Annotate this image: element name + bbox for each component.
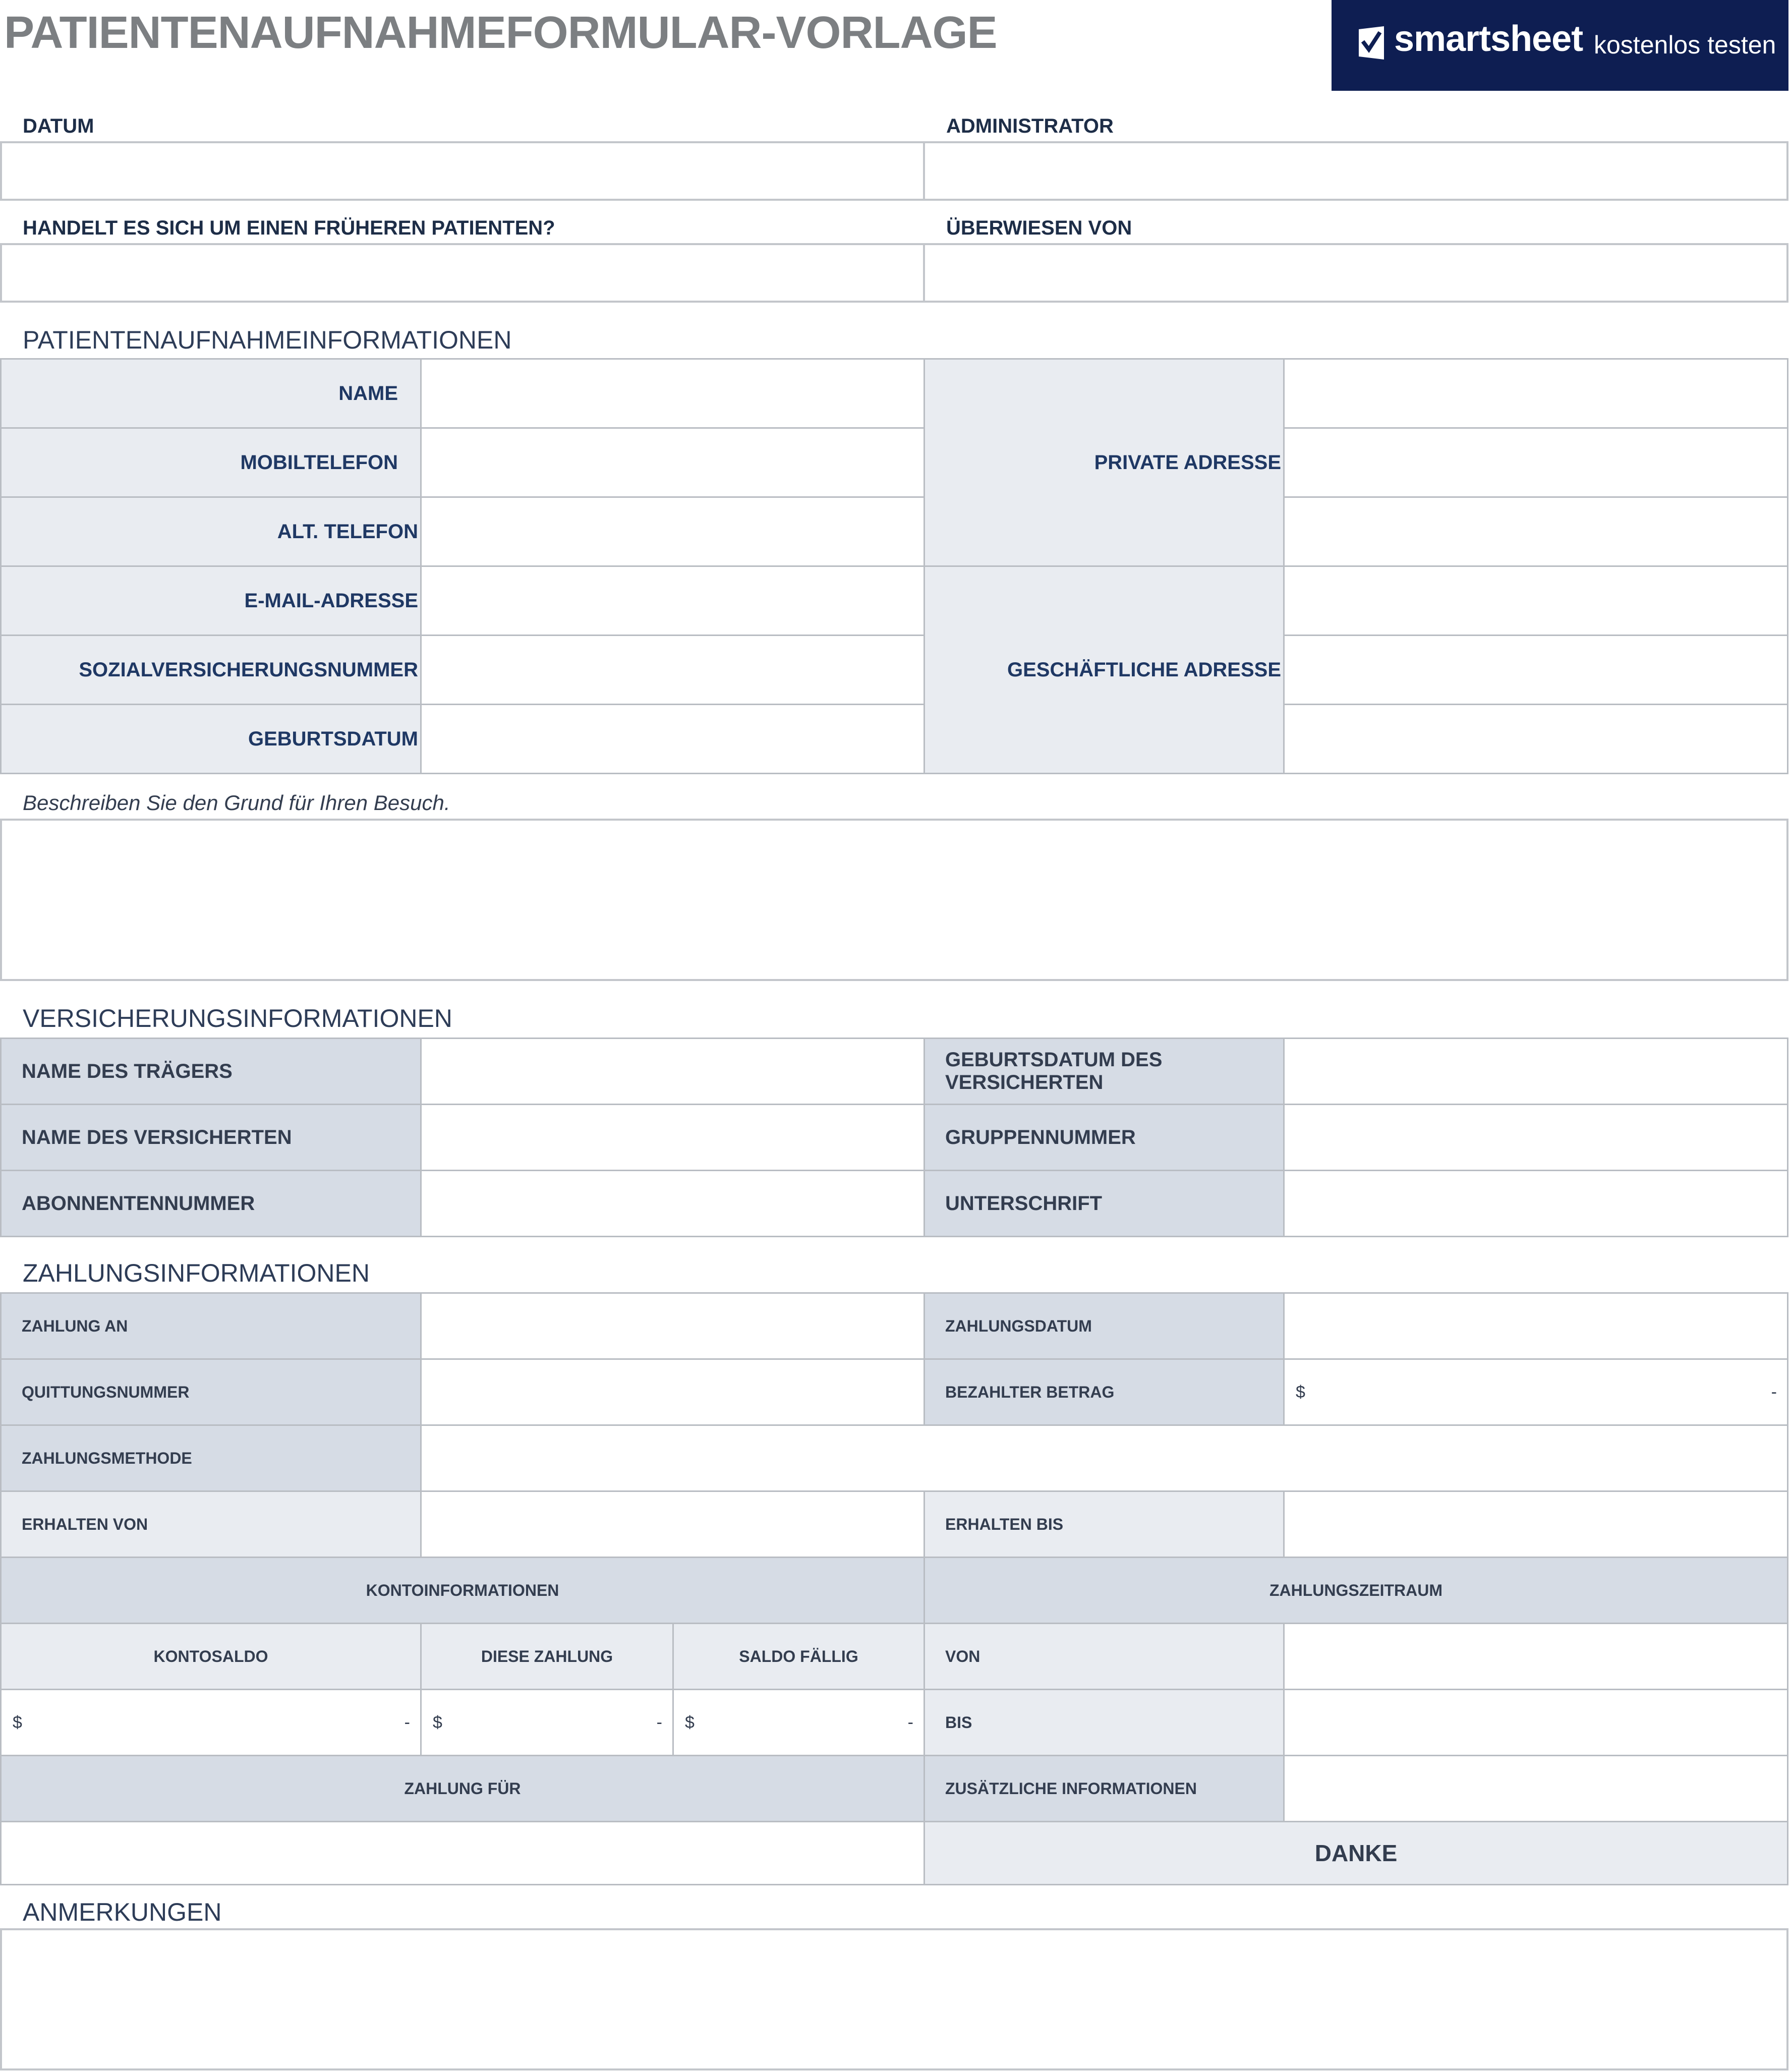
- pay-to-label: ZAHLUNG AN: [22, 1316, 128, 1335]
- home-address-line-1[interactable]: [1283, 358, 1788, 429]
- business-address-label-cell: [923, 565, 1285, 774]
- insured-name-label: NAME DES VERSICHERTEN: [22, 1126, 292, 1148]
- home-address-label-cell: [923, 358, 1285, 567]
- administrator-label: ADMINISTRATOR: [946, 115, 1114, 137]
- notes-heading: ANMERKUNGEN: [23, 1898, 222, 1926]
- received-from-input[interactable]: [420, 1490, 925, 1558]
- currency-symbol: $: [1296, 1382, 1305, 1402]
- referred-by-label: ÜBERWIESEN VON: [946, 217, 1132, 239]
- insured-name-input[interactable]: [420, 1104, 925, 1171]
- patient-section-heading: PATIENTENAUFNAHMEINFORMATIONEN: [23, 326, 512, 354]
- alt-phone-label: ALT. TELEFON: [277, 520, 418, 543]
- business-address-line-3[interactable]: [1283, 704, 1788, 774]
- dob-label: GEBURTSDATUM: [248, 727, 418, 750]
- signature-label-cell: [923, 1170, 1285, 1237]
- balance-due-label: SALDO FÄLLIG: [739, 1647, 858, 1665]
- balance-due-header: [672, 1623, 925, 1690]
- payment-section-heading: ZAHLUNGSINFORMATIONEN: [23, 1259, 370, 1287]
- group-number-label-cell: [923, 1104, 1285, 1171]
- mobile-input[interactable]: [420, 427, 925, 498]
- this-payment-label: DIESE ZAHLUNG: [481, 1647, 613, 1665]
- business-address-line-2[interactable]: [1283, 635, 1788, 705]
- received-from-label: ERHALTEN VON: [22, 1515, 148, 1533]
- balance-label: KONTOSALDO: [153, 1647, 268, 1665]
- received-until-label-cell: [923, 1490, 1285, 1558]
- amount-dash: -: [1771, 1382, 1777, 1402]
- payment-for-input[interactable]: [0, 1821, 925, 1885]
- subscriber-number-input[interactable]: [420, 1170, 925, 1237]
- insured-dob-label: GEBURTSDATUM DES VERSICHERTEN: [945, 1049, 1163, 1093]
- date-field[interactable]: [0, 141, 925, 201]
- balance-due-currency: $: [685, 1712, 695, 1732]
- period-from-label: VON: [945, 1647, 980, 1665]
- this-payment-currency: $: [433, 1712, 442, 1732]
- insurance-section-heading: VERSICHERUNGSINFORMATIONEN: [23, 1004, 452, 1032]
- date-label: DATUM: [23, 115, 94, 137]
- period-from-input[interactable]: [1283, 1623, 1788, 1690]
- notes-textarea[interactable]: [0, 1928, 1788, 2070]
- received-until-input[interactable]: [1283, 1490, 1788, 1558]
- subscriber-number-label-cell: [0, 1170, 422, 1237]
- carrier-name-label-cell: [0, 1038, 422, 1105]
- home-address-line-2[interactable]: [1283, 427, 1788, 498]
- period-to-input[interactable]: [1283, 1689, 1788, 1756]
- balance-input[interactable]: [0, 1689, 422, 1756]
- additional-info-label: ZUSÄTZLICHE INFORMATIONEN: [945, 1779, 1197, 1798]
- ssn-label-cell: [0, 635, 422, 705]
- balance-currency: $: [13, 1712, 22, 1732]
- this-payment-dash: -: [656, 1712, 662, 1732]
- payment-period-label: ZAHLUNGSZEITRAUM: [1269, 1581, 1443, 1599]
- payment-period-header: [923, 1557, 1788, 1624]
- account-info-header: [0, 1557, 925, 1624]
- name-label-cell: [0, 358, 422, 429]
- former-patient-label: HANDELT ES SICH UM EINEN FRÜHEREN PATIENTEN?: [23, 217, 555, 239]
- mobile-label-cell: [0, 427, 422, 498]
- additional-info-label-cell: [923, 1755, 1285, 1822]
- amount-paid-label: BEZAHLTER BETRAG: [945, 1383, 1115, 1401]
- carrier-name-label: NAME DES TRÄGERS: [22, 1060, 233, 1082]
- payment-date-input[interactable]: [1283, 1292, 1788, 1360]
- payment-date-label-cell: [923, 1292, 1285, 1360]
- payment-date-label: ZAHLUNGSDATUM: [945, 1316, 1092, 1335]
- signature-label: UNTERSCHRIFT: [945, 1192, 1103, 1215]
- smartsheet-check-icon: [1358, 26, 1385, 60]
- pay-to-input[interactable]: [420, 1292, 925, 1360]
- mobile-label: MOBILTELEFON: [240, 451, 398, 474]
- logo-brand: smartsheet: [1394, 19, 1583, 59]
- insured-dob-input[interactable]: [1283, 1038, 1788, 1105]
- payment-method-input[interactable]: [420, 1424, 1788, 1492]
- receipt-number-label-cell: [0, 1358, 422, 1426]
- smartsheet-logo-button[interactable]: [1332, 0, 1788, 91]
- name-label: NAME: [338, 382, 398, 405]
- period-from-label-cell: [923, 1623, 1285, 1690]
- visit-reason-label: Beschreiben Sie den Grund für Ihren Besuch.: [23, 791, 450, 815]
- signature-input[interactable]: [1283, 1170, 1788, 1237]
- balance-dash: -: [404, 1712, 410, 1732]
- payment-for-label: ZAHLUNG FÜR: [404, 1779, 521, 1798]
- referred-by-field[interactable]: [923, 243, 1788, 303]
- page-title: PATIENTENAUFNAHMEFORMULAR-VORLAGE: [4, 8, 997, 58]
- ssn-input[interactable]: [420, 635, 925, 705]
- former-patient-field[interactable]: [0, 243, 925, 303]
- home-address-label: PRIVATE ADRESSE: [1094, 451, 1281, 474]
- name-input[interactable]: [420, 358, 925, 429]
- balance-due-dash: -: [907, 1712, 913, 1732]
- email-input[interactable]: [420, 565, 925, 636]
- receipt-number-input[interactable]: [420, 1358, 925, 1426]
- balance-header: [0, 1623, 422, 1690]
- dob-input[interactable]: [420, 704, 925, 774]
- dob-label-cell: [0, 704, 422, 774]
- insured-dob-label-cell: [923, 1038, 1285, 1105]
- this-payment-input[interactable]: [420, 1689, 674, 1756]
- account-info-label: KONTOINFORMATIONEN: [366, 1581, 559, 1599]
- payment-method-label-cell: [0, 1424, 422, 1492]
- subscriber-number-label: ABONNENTENNUMMER: [22, 1192, 255, 1215]
- amount-paid-label-cell: [923, 1358, 1285, 1426]
- visit-reason-textarea[interactable]: [0, 819, 1788, 981]
- thanks-text: DANKE: [1314, 1840, 1398, 1866]
- period-to-label: BIS: [945, 1713, 972, 1732]
- email-label-cell: [0, 565, 422, 636]
- carrier-name-input[interactable]: [420, 1038, 925, 1105]
- insured-name-label-cell: [0, 1104, 422, 1171]
- business-address-label: GESCHÄFTLICHE ADRESSE: [1007, 658, 1281, 681]
- payment-method-label: ZAHLUNGSMETHODE: [22, 1449, 192, 1467]
- alt-phone-input[interactable]: [420, 496, 925, 567]
- payment-for-header: [0, 1755, 925, 1822]
- ssn-label: SOZIALVERSICHERUNGSNUMMER: [79, 658, 418, 681]
- amount-paid-input[interactable]: [1283, 1358, 1788, 1426]
- logo-cta: kostenlos testen: [1594, 31, 1776, 59]
- business-address-line-1[interactable]: [1283, 565, 1788, 636]
- balance-due-input[interactable]: [672, 1689, 925, 1756]
- pay-to-label-cell: [0, 1292, 422, 1360]
- additional-info-input[interactable]: [1283, 1755, 1788, 1822]
- group-number-label: GRUPPENNUMMER: [945, 1126, 1136, 1148]
- email-label: E-MAIL-ADRESSE: [244, 589, 418, 612]
- received-from-label-cell: [0, 1490, 422, 1558]
- this-payment-header: [420, 1623, 674, 1690]
- group-number-input[interactable]: [1283, 1104, 1788, 1171]
- period-to-label-cell: [923, 1689, 1285, 1756]
- thanks-cell: [923, 1821, 1788, 1885]
- administrator-field[interactable]: [923, 141, 1788, 201]
- alt-phone-label-cell: [0, 496, 422, 567]
- received-until-label: ERHALTEN BIS: [945, 1515, 1064, 1533]
- home-address-line-3[interactable]: [1283, 496, 1788, 567]
- receipt-number-label: QUITTUNGSNUMMER: [22, 1383, 190, 1401]
